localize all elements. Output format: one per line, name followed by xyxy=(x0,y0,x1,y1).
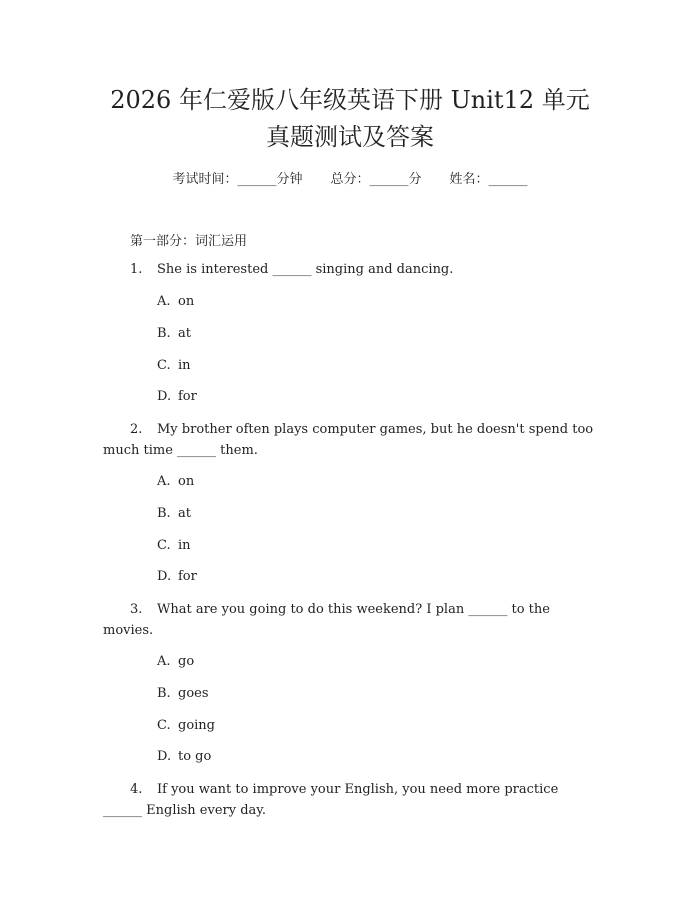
option-2c xyxy=(157,537,191,555)
question-number: 3. xyxy=(130,602,143,617)
option-letter: D. xyxy=(157,569,172,584)
option-text: for xyxy=(178,389,197,404)
option-text: in xyxy=(178,538,191,553)
exam-time-field: 考试时间：______分钟 xyxy=(172,172,303,187)
option-text: goes xyxy=(178,686,209,701)
option-1c xyxy=(157,357,191,375)
question-number: 2. xyxy=(130,422,143,437)
question-text: What are you going to do this weekend? I plan ______ to the movies. xyxy=(103,602,550,638)
question-text: My brother often plays computer games, but he doesn't spend too much time ______ them. xyxy=(103,422,594,458)
option-text: going xyxy=(178,718,216,733)
option-letter: B. xyxy=(157,506,171,521)
question-text: She is interested ______ singing and dancing. xyxy=(157,262,454,277)
option-text: in xyxy=(178,358,191,373)
exam-meta xyxy=(0,168,700,187)
option-letter: A. xyxy=(157,474,171,489)
option-3c xyxy=(157,717,215,735)
question-2 xyxy=(103,419,595,461)
question-1 xyxy=(103,259,595,280)
option-text: go xyxy=(178,654,195,669)
option-text: at xyxy=(178,506,191,521)
page-title xyxy=(0,82,700,156)
option-1d xyxy=(157,388,197,406)
option-text: on xyxy=(178,294,195,309)
option-2d xyxy=(157,568,197,586)
question-number: 1. xyxy=(130,262,143,277)
option-text: on xyxy=(178,474,195,489)
section-heading: 第一部分：词汇运用 xyxy=(130,234,248,249)
title-line-2: 真题测试及答案 xyxy=(266,123,434,151)
option-letter: C. xyxy=(157,538,171,553)
option-1b xyxy=(157,325,191,343)
total-score-field: 总分：______分 xyxy=(330,172,422,187)
option-letter: A. xyxy=(157,294,171,309)
option-text: to go xyxy=(178,749,212,764)
option-letter: C. xyxy=(157,718,171,733)
option-letter: D. xyxy=(157,749,172,764)
option-letter: D. xyxy=(157,389,172,404)
student-name-field: 姓名：______ xyxy=(449,172,528,187)
question-text: If you want to improve your English, you need more practice ______ English every day. xyxy=(103,782,559,818)
option-1a xyxy=(157,293,194,311)
option-letter: B. xyxy=(157,326,171,341)
option-text: for xyxy=(178,569,197,584)
question-number: 4. xyxy=(130,782,143,797)
question-3 xyxy=(103,599,595,641)
question-4 xyxy=(103,779,595,821)
title-line-1: 2026 年仁爱版八年级英语下册 Unit12 单元 xyxy=(110,86,590,114)
option-2b xyxy=(157,505,191,523)
option-letter: C. xyxy=(157,358,171,373)
option-3b xyxy=(157,685,209,703)
option-letter: B. xyxy=(157,686,171,701)
option-3d xyxy=(157,748,211,766)
option-letter: A. xyxy=(157,654,171,669)
option-2a xyxy=(157,473,194,491)
option-3a xyxy=(157,653,194,671)
option-text: at xyxy=(178,326,191,341)
